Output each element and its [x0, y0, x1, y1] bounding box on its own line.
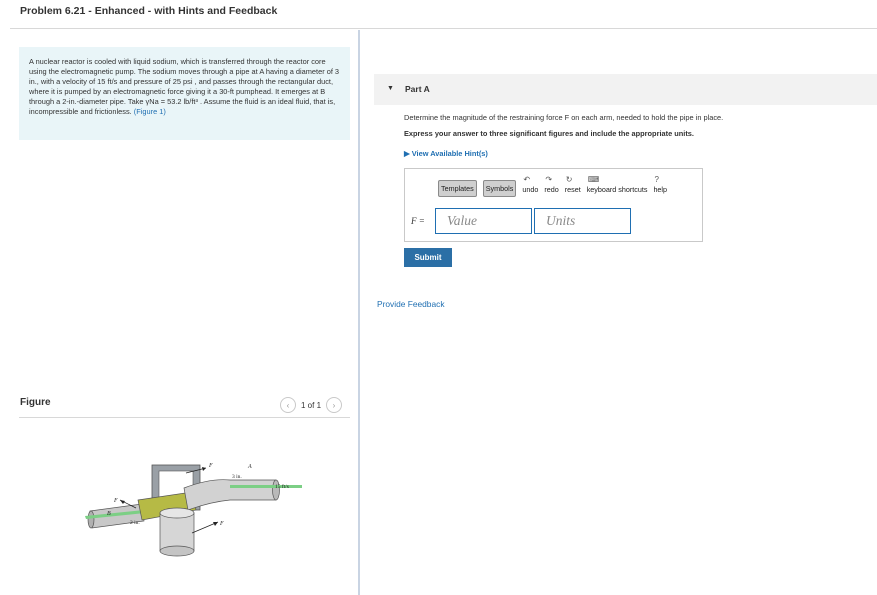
help-label: help — [653, 184, 668, 194]
undo-icon: ↶ — [523, 174, 531, 184]
math-toolbar — [438, 174, 668, 197]
problem-text: A nuclear reactor is cooled with liquid sodium, which is transferred through the reactor core using the electromagnetic pump. The sodium moves through a pipe at A having a diameter of 3 in., with a velocity of 15 ft/s and pressure of 25 psi , and passes through the rectangular duct, where it is pumped by an electromagnetic force giving it a 30-ft pumphead. It emerges at B through a 2-in.-diameter pipe. Take γNa = 53.2 lb/ft³ . Assume the fluid is an ideal fluid, that is, incompressible and frictionless. — [29, 57, 340, 117]
label-force-2: F — [220, 521, 224, 527]
variable-label: F = — [411, 216, 425, 226]
right-panel — [360, 30, 877, 595]
hint-link-text: View Available Hint(s) — [411, 149, 488, 158]
label-diameter-a: 3 in. — [232, 474, 242, 480]
page-title: Problem 6.21 - Enhanced - with Hints and Feedback — [20, 5, 278, 17]
part-a-header[interactable] — [374, 74, 877, 105]
redo-label: redo — [544, 184, 559, 194]
templates-button[interactable]: Templates — [438, 180, 477, 197]
left-panel — [10, 30, 358, 595]
part-a-label: Part A — [405, 84, 430, 94]
keyboard-icon: ⌨ — [587, 174, 600, 184]
question-text: Determine the magnitude of the restraining force F on each arm, needed to hold the pipe in place. — [404, 113, 724, 122]
reset-label: reset — [564, 184, 581, 194]
hint-link[interactable] — [404, 149, 488, 158]
chevron-left-icon[interactable]: ‹ — [280, 397, 296, 413]
figure-divider — [19, 417, 350, 418]
figure-label: Figure — [20, 397, 51, 408]
symbols-button[interactable]: Symbols — [483, 180, 517, 197]
help-button[interactable] — [653, 174, 668, 194]
collapse-triangle-icon[interactable]: ▼ — [387, 85, 394, 92]
submit-button[interactable]: Submit — [404, 248, 452, 267]
redo-button[interactable] — [544, 174, 559, 194]
header-divider — [10, 28, 877, 29]
hint-triangle-icon: ▶ — [404, 149, 412, 158]
figure-link[interactable]: (Figure 1) — [133, 107, 166, 117]
label-a: A — [248, 464, 252, 470]
undo-button[interactable] — [522, 174, 539, 194]
answer-row — [411, 208, 633, 234]
value-input[interactable]: Value — [435, 208, 532, 234]
label-force-1: F — [209, 463, 213, 469]
figure-pager — [280, 397, 342, 413]
label-force-3: F — [114, 498, 118, 504]
provide-feedback-link[interactable]: Provide Feedback — [377, 299, 445, 309]
answer-box — [404, 168, 703, 242]
answer-instructions: Express your answer to three significant figures and include the appropriate units. — [404, 129, 694, 138]
reset-icon: ↻ — [565, 174, 573, 184]
label-b: B — [107, 511, 111, 517]
figure-page-count: 1 of 1 — [301, 400, 322, 410]
label-velocity: 15 ft/s — [275, 484, 289, 490]
keyboard-shortcuts-label: keyboard shortcuts — [586, 184, 648, 194]
reset-button[interactable] — [564, 174, 581, 194]
units-input[interactable]: Units — [534, 208, 631, 234]
undo-label: undo — [522, 184, 539, 194]
keyboard-shortcuts-button[interactable] — [586, 174, 648, 194]
chevron-right-icon[interactable]: › — [326, 397, 342, 413]
help-icon: ? — [654, 174, 659, 184]
label-diameter-b: 2 in. — [130, 520, 140, 526]
pump-diagram-image — [80, 458, 310, 563]
redo-icon: ↷ — [545, 174, 553, 184]
problem-statement — [19, 47, 350, 140]
